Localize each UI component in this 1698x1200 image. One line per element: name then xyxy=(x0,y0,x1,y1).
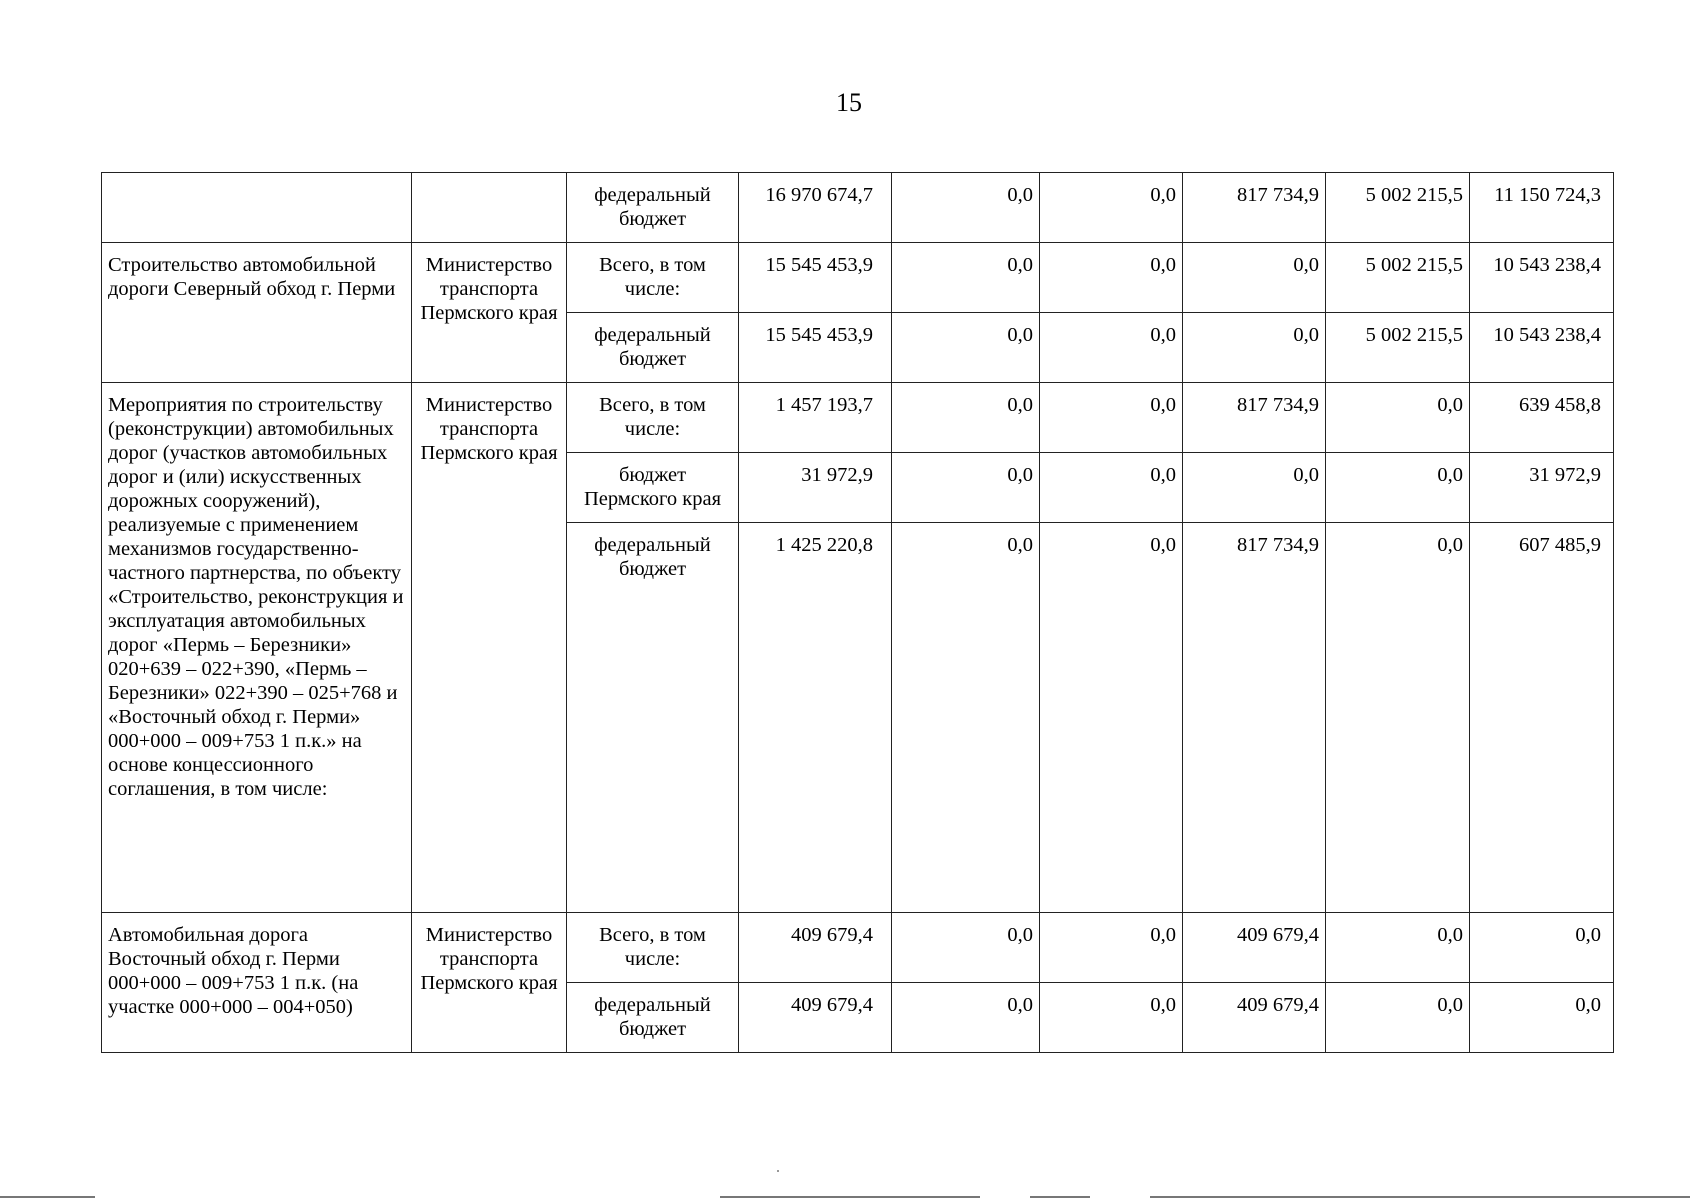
measure-name-cell: Мероприятия по строительству (реконструкции) автомобильных дорог (участков автомобильных дорог и (или) искусственных дорожных сооружений), реализуемые с применением механизмов государственно-частного партнерства, по объекту «Строительство, реконструкция и эксплуатация автомобильных дорог «Пермь – Березники» 020+639 – 022+390, «Пермь – Березники» 022+390 – 025+768 и «Восточный обход г. Перми» 000+000 – 009+753 1 п.к.» на основе концессионного соглашения, в том числе: xyxy=(102,383,412,913)
amount-year-cell: 0,0 xyxy=(1040,913,1183,983)
amount-year-cell: 607 485,9 xyxy=(1470,523,1614,913)
executor-cell xyxy=(412,173,567,243)
funding-source-cell: Всего, в том числе: xyxy=(567,383,739,453)
amount-total-cell: 15 545 453,9 xyxy=(739,243,892,313)
amount-year-cell: 639 458,8 xyxy=(1470,383,1614,453)
amount-year-cell: 0,0 xyxy=(892,523,1040,913)
amount-total-cell: 15 545 453,9 xyxy=(739,313,892,383)
measure-name-cell: Строительство автомобильной дороги Северный обход г. Перми xyxy=(102,243,412,383)
amount-year-cell: 409 679,4 xyxy=(1183,913,1326,983)
amount-year-cell: 0,0 xyxy=(1470,983,1614,1053)
funding-source-cell: федеральный бюджет xyxy=(567,523,739,913)
amount-total-cell: 409 679,4 xyxy=(739,913,892,983)
amount-year-cell: 0,0 xyxy=(1040,243,1183,313)
amount-year-cell: 0,0 xyxy=(1040,313,1183,383)
scan-edge-mark xyxy=(1150,1196,1690,1198)
funding-source-cell: федеральный бюджет xyxy=(567,313,739,383)
amount-year-cell: 0,0 xyxy=(892,983,1040,1053)
amount-year-cell: 0,0 xyxy=(1040,173,1183,243)
amount-total-cell: 409 679,4 xyxy=(739,983,892,1053)
amount-year-cell: 0,0 xyxy=(892,913,1040,983)
amount-year-cell: 5 002 215,5 xyxy=(1326,173,1470,243)
scan-edge-mark xyxy=(720,1196,980,1198)
amount-year-cell: 5 002 215,5 xyxy=(1326,313,1470,383)
amount-year-cell: 0,0 xyxy=(1326,523,1470,913)
funding-source-cell: Всего, в том числе: xyxy=(567,243,739,313)
amount-year-cell: 0,0 xyxy=(1326,383,1470,453)
amount-year-cell: 0,0 xyxy=(1040,523,1183,913)
amount-year-cell: 0,0 xyxy=(1040,453,1183,523)
executor-cell: Министерство транспорта Пермского края xyxy=(412,383,567,913)
budget-table xyxy=(101,172,1614,1053)
executor-cell: Министерство транспорта Пермского края xyxy=(412,243,567,383)
amount-year-cell: 0,0 xyxy=(1183,453,1326,523)
amount-year-cell: 10 543 238,4 xyxy=(1470,313,1614,383)
amount-year-cell: 0,0 xyxy=(1326,913,1470,983)
amount-total-cell: 16 970 674,7 xyxy=(739,173,892,243)
funding-source-cell: федеральный бюджет xyxy=(567,983,739,1053)
amount-total-cell: 1 457 193,7 xyxy=(739,383,892,453)
funding-source-cell: федеральный бюджет xyxy=(567,173,739,243)
table-row xyxy=(102,383,1614,453)
measure-name-cell: Автомобильная дорога Восточный обход г. Перми 000+000 – 009+753 1 п.к. (на участке 000+000 – 004+050) xyxy=(102,913,412,1053)
amount-year-cell: 0,0 xyxy=(892,383,1040,453)
amount-year-cell: 0,0 xyxy=(1183,313,1326,383)
funding-source-cell: бюджет Пермского края xyxy=(567,453,739,523)
amount-year-cell: 817 734,9 xyxy=(1183,523,1326,913)
table-row xyxy=(102,913,1614,983)
scan-speck xyxy=(777,1170,779,1172)
amount-year-cell: 0,0 xyxy=(1040,383,1183,453)
amount-year-cell: 11 150 724,3 xyxy=(1470,173,1614,243)
amount-total-cell: 31 972,9 xyxy=(739,453,892,523)
amount-year-cell: 0,0 xyxy=(892,453,1040,523)
measure-name-cell xyxy=(102,173,412,243)
amount-year-cell: 0,0 xyxy=(1040,983,1183,1053)
scan-edge-mark xyxy=(1030,1196,1090,1198)
amount-year-cell: 0,0 xyxy=(892,173,1040,243)
table-row xyxy=(102,173,1614,243)
amount-year-cell: 409 679,4 xyxy=(1183,983,1326,1053)
amount-year-cell: 0,0 xyxy=(1470,913,1614,983)
amount-year-cell: 10 543 238,4 xyxy=(1470,243,1614,313)
amount-year-cell: 0,0 xyxy=(1326,453,1470,523)
amount-year-cell: 817 734,9 xyxy=(1183,173,1326,243)
funding-source-cell: Всего, в том числе: xyxy=(567,913,739,983)
amount-year-cell: 0,0 xyxy=(892,243,1040,313)
amount-year-cell: 0,0 xyxy=(1326,983,1470,1053)
amount-year-cell: 5 002 215,5 xyxy=(1326,243,1470,313)
scan-edge-mark xyxy=(0,1196,95,1198)
amount-total-cell: 1 425 220,8 xyxy=(739,523,892,913)
table-row xyxy=(102,243,1614,313)
executor-cell: Министерство транспорта Пермского края xyxy=(412,913,567,1053)
amount-year-cell: 0,0 xyxy=(1183,243,1326,313)
amount-year-cell: 817 734,9 xyxy=(1183,383,1326,453)
amount-year-cell: 0,0 xyxy=(892,313,1040,383)
amount-year-cell: 31 972,9 xyxy=(1470,453,1614,523)
page-number: 15 xyxy=(836,88,862,117)
